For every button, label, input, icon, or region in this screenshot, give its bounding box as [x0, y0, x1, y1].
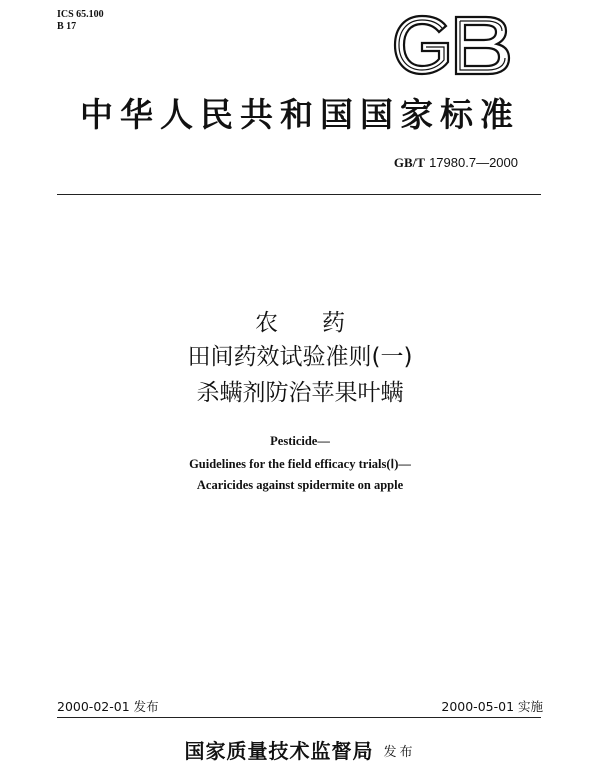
standard-code: 17980.7—2000	[429, 155, 518, 170]
publisher-action: 发布	[383, 745, 416, 760]
ccs-code: B 17	[57, 21, 77, 32]
issue-date: 2000-02-01 发布	[57, 699, 159, 714]
gb-logo-text: GB	[392, 14, 394, 15]
classification-codes	[57, 9, 104, 33]
gb-logo	[392, 14, 512, 76]
title-en-line2: Guidelines for the field efficacy trials(Ⅰ)—	[189, 457, 411, 471]
title-cn-line1-b: 药	[322, 310, 345, 336]
title-en-line1: Pesticide—	[270, 434, 330, 448]
bottom-divider	[57, 717, 541, 718]
publisher-name: 国家质量技术监督局	[184, 739, 374, 763]
publisher	[0, 738, 600, 764]
title-cn-line1	[0, 308, 600, 338]
title-cn-line1-a: 农	[255, 310, 278, 336]
issuer-title: 中华人民共和国国家标准	[80, 95, 520, 134]
top-divider	[57, 194, 541, 195]
ics-code: ICS 65.100	[57, 9, 104, 20]
title-cn-line3: 杀螨剂防治苹果叶螨	[196, 380, 404, 406]
title-cn-line2: 田间药效试验准则(一)	[187, 344, 413, 370]
effective-date: 2000-05-01 实施	[441, 699, 543, 714]
standard-number	[394, 155, 518, 172]
title-en-line3: Acaricides against spidermite on apple	[196, 478, 404, 492]
standard-prefix: GB/T	[393, 155, 425, 170]
